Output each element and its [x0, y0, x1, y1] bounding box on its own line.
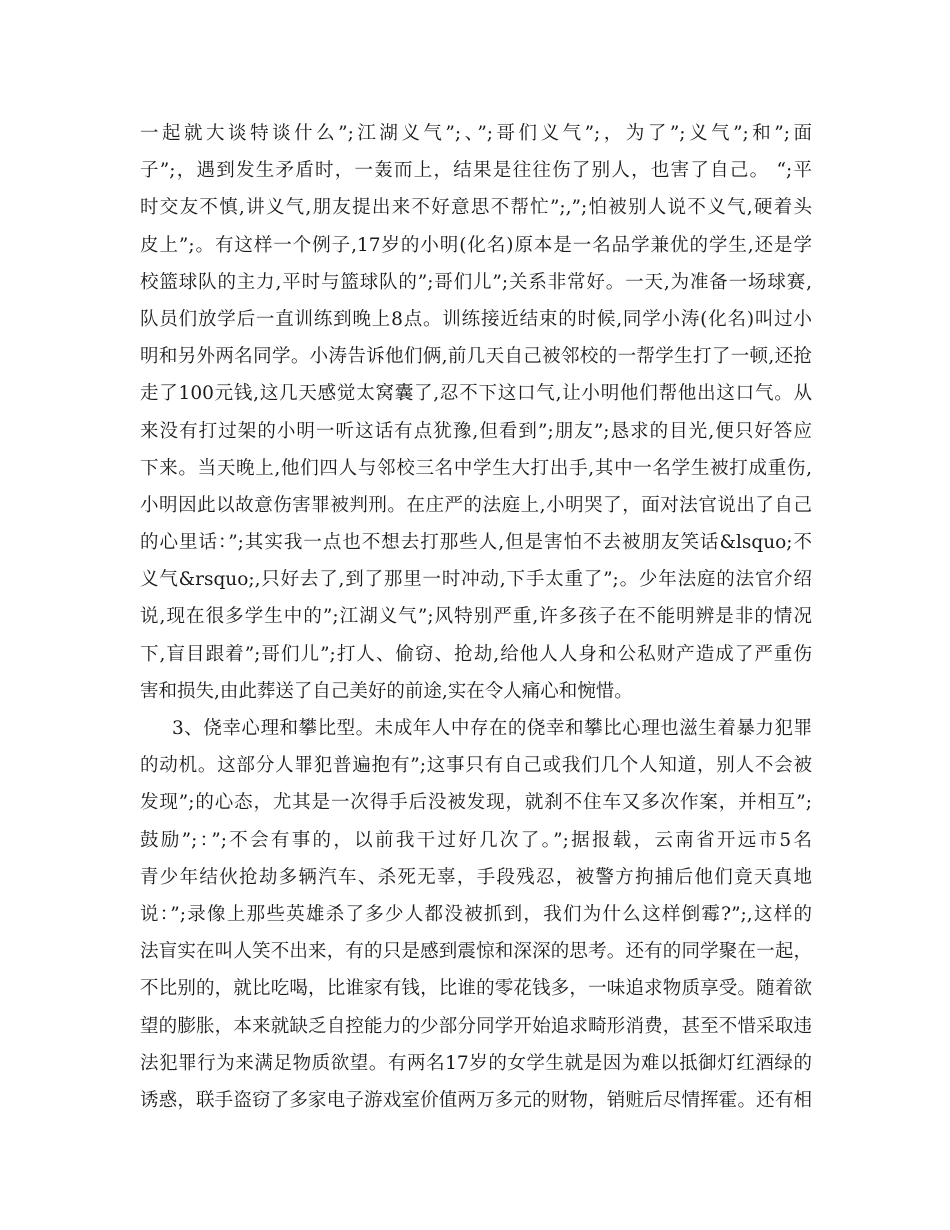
text-line: 不比别的，就比吃喝，比谁家有钱，比谁的零花钱多，一味追求物质享受。随着欲	[140, 978, 812, 1000]
text-line: 的动机。这部分人罪犯普遍抱有”;这事只有自己或我们几个人知道，别人不会被	[140, 755, 812, 777]
text-line: 的心里话：”;其实我一点也不想去打那些人,但是害怕不去被朋友笑话&lsquo;不	[140, 532, 812, 554]
text-line: 一起就大谈特谈什么”;江湖义气”;、”;哥们义气”;，为了”;义气”;和”;面	[140, 123, 812, 144]
text-line: 下来。当天晚上,他们四人与邻校三名中学生大打出手,其中一名学生被打成重伤,	[140, 457, 812, 479]
text-line: 义气&rsquo;,只好去了,到了那里一时冲动,下手太重了”;。少年法庭的法官介绍	[140, 569, 812, 591]
text-line: 青少年结伙抢劫多辆汽车、杀死无辜，手段残忍，被警方拘捕后他们竟天真地	[140, 866, 812, 888]
document-body	[140, 115, 812, 1119]
text-line: 诱惑，联手盗窃了多家电子游戏室价值两万多元的财物，销赃后尽情挥霍。还有相	[140, 1089, 812, 1111]
text-line: 下,盲目跟着”;哥们儿”;打人、偷窃、抢劫,给他人人身和公私财产造成了严重伤	[140, 643, 812, 665]
text-line: 明和另外两名同学。小涛告诉他们俩,前几天自己被邻校的一帮学生打了一顿,还抢	[140, 346, 812, 368]
paragraph-peer-pressure	[140, 115, 812, 710]
text-line: 皮上”;。有这样一个例子,17岁的小明(化名)原本是一名品学兼优的学生,还是学	[140, 234, 812, 256]
text-line: 说：”;录像上那些英雄杀了多少人都没被抓到，我们为什么这样倒霉?”;,这样的	[140, 903, 812, 925]
text-line: 害和损失,由此葬送了自己美好的前途,实在令人痛心和惋惜。	[140, 680, 633, 702]
text-line: 队员们放学后一直训练到晚上8点。训练接近结束的时候,同学小涛(化名)叫过小	[140, 308, 812, 330]
text-line: 3、侥幸心理和攀比型。未成年人中存在的侥幸和攀比心理也滋生着暴力犯罪	[172, 718, 812, 739]
text-line: 子”;，遇到发生矛盾时，一轰而上，结果是往往伤了别人，也害了自己。 “;平	[140, 160, 812, 182]
text-line: 走了100元钱,这几天感觉太窝囊了,忍不下这口气,让小明他们帮他出这口气。从	[140, 383, 812, 405]
text-line: 望的膨胀，本来就缺乏自控能力的少部分同学开始追求畸形消费，甚至不惜采取违	[140, 1015, 812, 1037]
text-line: 校篮球队的主力,平时与篮球队的”;哥们儿”;关系非常好。一天,为准备一场球赛,	[140, 271, 812, 293]
text-line: 发现”;的心态，尤其是一次得手后没被发现，就刹不住车又多次作案，并相互”;	[140, 792, 812, 814]
text-line: 来没有打过架的小明一听这话有点犹豫,但看到”;朋友”;恳求的目光,便只好答应	[140, 420, 812, 442]
text-line: 鼓励”;：”;不会有事的，以前我干过好几次了。”;据报载，云南省开远市5名	[140, 829, 812, 851]
paragraph-luck-and-comparison	[140, 710, 812, 1119]
text-line: 说,现在很多学生中的”;江湖义气”;风特别严重,许多孩子在不能明辨是非的情况	[140, 606, 812, 628]
text-line: 法犯罪行为来满足物质欲望。有两名17岁的女学生就是因为难以抵御灯红酒绿的	[140, 1052, 812, 1074]
text-line: 小明因此以故意伤害罪被判刑。在庄严的法庭上,小明哭了，面对法官说出了自己	[140, 494, 812, 516]
text-line: 法盲实在叫人笑不出来，有的只是感到震惊和深深的思考。还有的同学聚在一起，	[140, 941, 812, 963]
text-line: 时交友不慎,讲义气,朋友提出来不好意思不帮忙”;,”;怕被别人说不义气,硬着头	[140, 197, 812, 219]
